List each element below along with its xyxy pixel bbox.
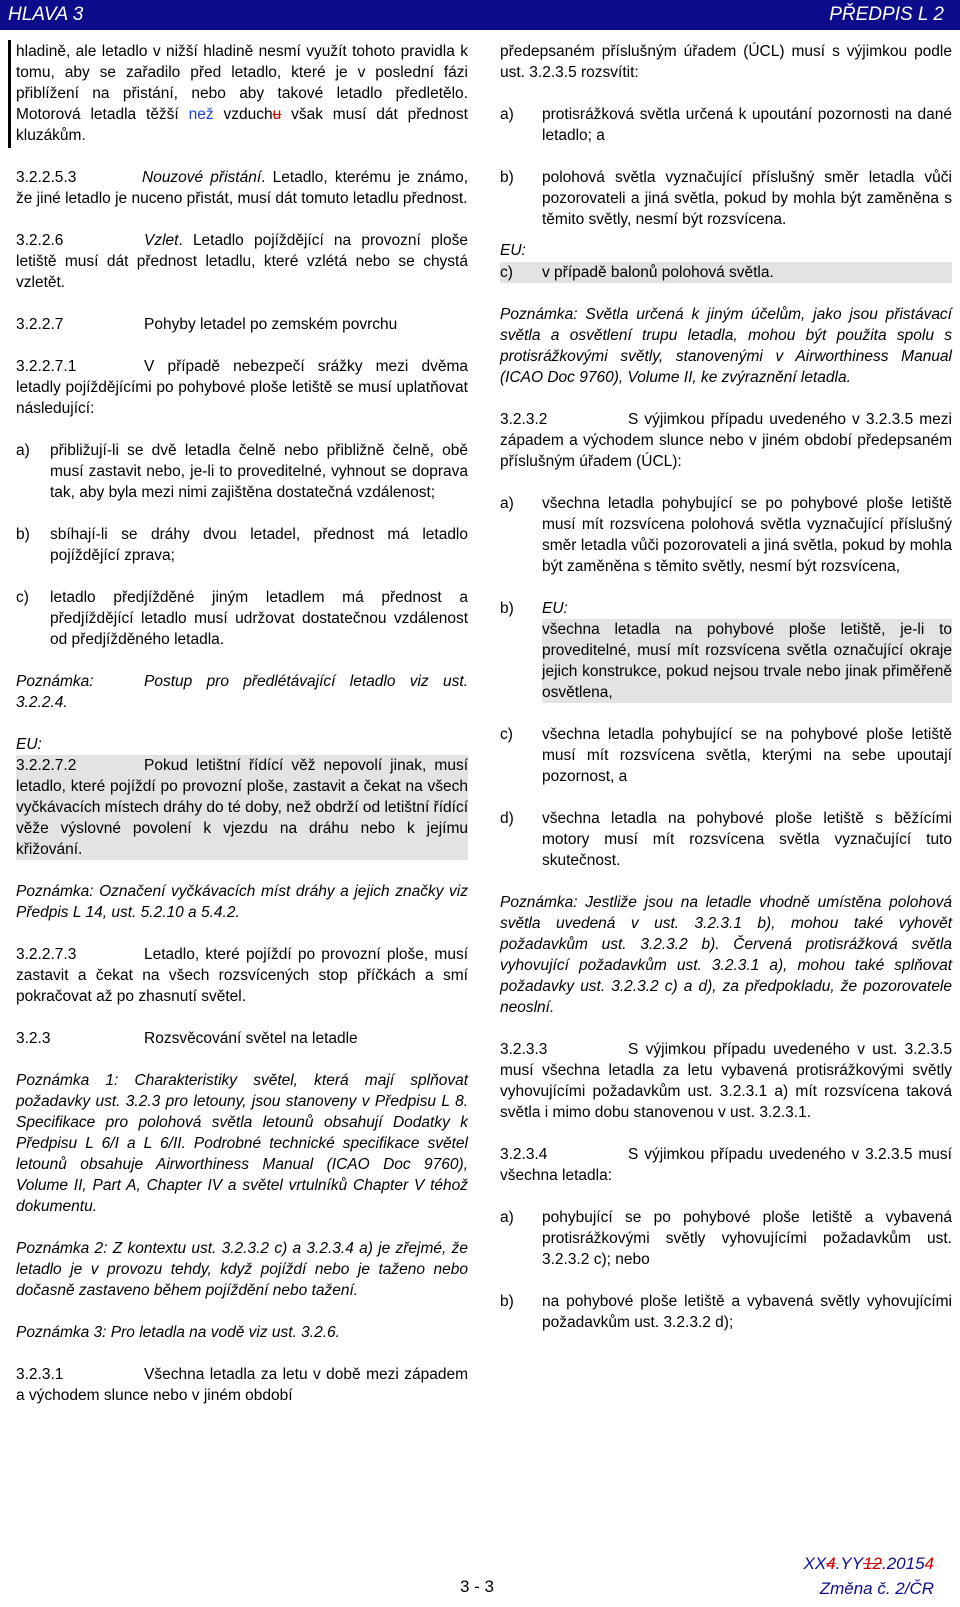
page-header: [0, 0, 960, 30]
note-1-lights: Poznámka 1: Charakteristiky světel, která mají splňovat požadavky ust. 3.2.3 pro letouny, jsou stanoveny v Předpisu L 8. Specifikace pro polohová světla letounů obsahují Dodatky k Předpisu L 6/I a L 6/II. Podrobné technické specifikace světel letounů obsahuje Airworthiness Manual (ICAO Doc 9760), Volume II, Part A, Chapter IV a světel vrtulníků Chapter V téhož dokumentu.: [16, 1072, 468, 1215]
section-3-2-3-4: 3.2.3.4 S výjimkou případu uvedeného v 3.2.3.5 musí všechna letadla:: [500, 1146, 952, 1184]
note-holding-points: Poznámka: Označení vyčkávacích míst dráhy a jejich značky viz Předpis L 14, ust. 5.2.10 a 5.4.2.: [16, 883, 468, 921]
section-3-2-2-7-3: 3.2.2.7.3 Letadlo, které pojíždí po provozní ploše, musí zastavit a čekat na všech rozsvícených stop příčkách a smí pokračovat až po zhasnutí světel.: [16, 946, 468, 1005]
amendment-number: Změna č. 2/ČR: [819, 1579, 934, 1598]
note-overtaking: Poznámka: Postup pro předlétávající letadlo viz ust. 3.2.2.4.: [16, 673, 468, 711]
note-other-lights: Poznámka: Světla určená k jiným účelům, jako jsou přistávací světla a osvětlení trupu letadla, mohou být použita spolu s protisrážkovými světly, stanovenými v Airworthiness Manual (ICAO Doc 9760), Volume II, ke zvýraznění letadla.: [500, 306, 952, 386]
change-bar: [8, 40, 11, 148]
list-item: a) přibližují-li se dvě letadla čelně nebo přibližně čelně, obě musí zastavit nebo, je-li to proveditelné, vyhnout se doprava tak, aby byla mezi nimi zajištěna dostatečná vzdálenost;: [16, 442, 468, 501]
continued-paragraph: předepsaném příslušným úřadem (ÚCL) musí s výjimkou podle ust. 3.2.3.5 rozsvítit:: [500, 43, 952, 81]
section-3-2-2-7: 3.2.2.7 Pohyby letadel po zemském povrchu: [16, 316, 398, 333]
eu-label: EU:: [500, 242, 526, 259]
regulation-label: PŘEDPIS L 2: [829, 4, 944, 25]
section-3-2-3-3: 3.2.3.3 S výjimkou případu uvedeného v ust. 3.2.3.5 musí všechna letadla za letu vybavená protisrážkovými světly vyhovujícími požadavkům ust. 3.2.3.1 a) mít rozsvícena taková světla i mimo dobu stanovenou v ust. 3.2.3.1.: [500, 1041, 952, 1121]
section-3-2-3: 3.2.3 Rozsvěcování světel na letadle: [16, 1030, 358, 1047]
list-item: c) v případě balonů polohová světla.: [500, 262, 952, 283]
note-position-lights: Poznámka: Jestliže jsou na letadle vhodně umístěna polohová světla uvedená v ust. 3.2.3.1 b), mohou také vyhovět požadavkům ust. 3.2.3.2 b). Červená protisrážková světla vyhovující požadavkům ust. 3.2.3.1 a), mohou také splňovat požadavky ust. 3.2.3.2 c) a d), za předpokladu, že pozorovatele neoslní.: [500, 894, 952, 1016]
intro-paragraph: hladině, ale letadlo v nižší hladině nesmí využít tohoto pravidla k tomu, aby se zařadilo před letadlo, které je v poslední fázi přiblížení na přistání, nebo aby takové letadlo předletělo. Motorová letadla těžší než vzduchu však musí dát přednost kluzákům.: [16, 43, 468, 144]
list-item: b) na pohybové ploše letiště a vybavená světly vyhovujícími požadavkům ust. 3.2.3.2 d);: [500, 1293, 952, 1331]
list-item: a) pohybující se po pohybové ploše letiště a vybavená protisrážkovými světly vyhovujícími požadavkům ust. 3.2.3.2 c); nebo: [500, 1209, 952, 1268]
left-column: [16, 41, 468, 1406]
eu-label: EU:: [16, 736, 42, 753]
eu-label: EU:: [542, 600, 568, 617]
list-item: c) letadlo předjížděné jiným letadlem má přednost a předjíždějící letadlo musí udržovat dostatečnou vzdálenost od předjížděného letadla.: [16, 589, 468, 648]
amendment-info: [804, 1551, 935, 1601]
list-item: b) EU: všechna letadla na pohybové ploše letiště, je-li to proveditelné, musí mít rozsvícena světla označující okraje jejich konstrukce, pokud nejsou trvale nebo jinak přiměřeně osvětlena,: [500, 600, 952, 701]
section-3-2-2-7-1: 3.2.2.7.1 V případě nebezpečí srážky mezi dvěma letadly pojíždějícími po pohybové ploše letiště se musí uplatňovat následující:: [16, 358, 468, 417]
list-item: d) všechna letadla na pohybové ploše letiště s běžícími motory musí mít rozsvícena světla vyznačující tuto skutečnost.: [500, 810, 952, 869]
revision-date: XX4.YY12.20154: [803, 1554, 934, 1573]
section-3-2-2-6: 3.2.2.6 Vzlet. Letadlo pojíždějící na provozní ploše letiště musí dát přednost letadlu, které vzlétá nebo se chystá vzletět.: [16, 232, 468, 291]
note-2-context: Poznámka 2: Z kontextu ust. 3.2.3.2 c) a 3.2.3.4 a) je zřejmé, že letadlo je v provozu tehdy, když pojíždí nebo je taženo nebo dočasně zastaveno během pojíždění nebo tažení.: [16, 1240, 468, 1299]
note-3-water: Poznámka 3: Pro letadla na vodě viz ust. 3.2.6.: [16, 1324, 340, 1341]
list-item: b) sbíhají-li se dráhy dvou letadel, přednost má letadlo pojíždějící zprava;: [16, 526, 468, 564]
list-item: c) všechna letadla pohybující se na pohybové ploše letiště musí mít rozsvícena světla, kterými na sebe upoutají pozornost, a: [500, 726, 952, 785]
list-item: a) všechna letadla pohybující se po pohybové ploše letiště musí mít rozsvícena polohová světla vyznačující příslušný směr letadla vůči pozorovateli a jiná světla, pokud by mohla být zaměněna s těmito světly, nesmí být rozsvícena,: [500, 495, 952, 575]
list-item: a) protisrážková světla určená k upoutání pozornosti na dané letadlo; a: [500, 106, 952, 144]
section-3-2-2-7-2: 3.2.2.7.2 Pokud letištní řídící věž nepovolí jinak, musí letadlo, které pojíždí po provozní ploše, zastavit a čekat na všech vyčkávacích místech dráhy do té doby, než obdrží od letištní řídící věže výslovné povolení k vjezdu na dráhu nebo k jejímu křižování.: [16, 757, 469, 858]
list-item: b) polohová světla vyznačující příslušný směr letadla vůči pozorovateli a jiná světla, pokud by mohla být zaměněna s těmito světly, nesmí být rozsvícena.: [500, 169, 952, 228]
right-column: [500, 41, 952, 1333]
section-3-2-3-1: 3.2.3.1 Všechna letadla za letu v době mezi západem a východem slunce nebo v jiném období: [16, 1366, 468, 1404]
chapter-label: HLAVA 3: [8, 4, 84, 25]
section-3-2-2-5-3: 3.2.2.5.3 Nouzové přistání. Letadlo, kterému je známo, že jiné letadlo je nuceno přistát, musí dát tomuto letadlu přednost.: [16, 169, 469, 207]
page-number: 3 - 3: [460, 1577, 495, 1596]
section-3-2-3-2: 3.2.3.2 S výjimkou případu uvedeného v 3.2.3.5 mezi západem a východem slunce nebo v jiném období předepsaném příslušným úřadem (ÚCL):: [500, 411, 952, 470]
